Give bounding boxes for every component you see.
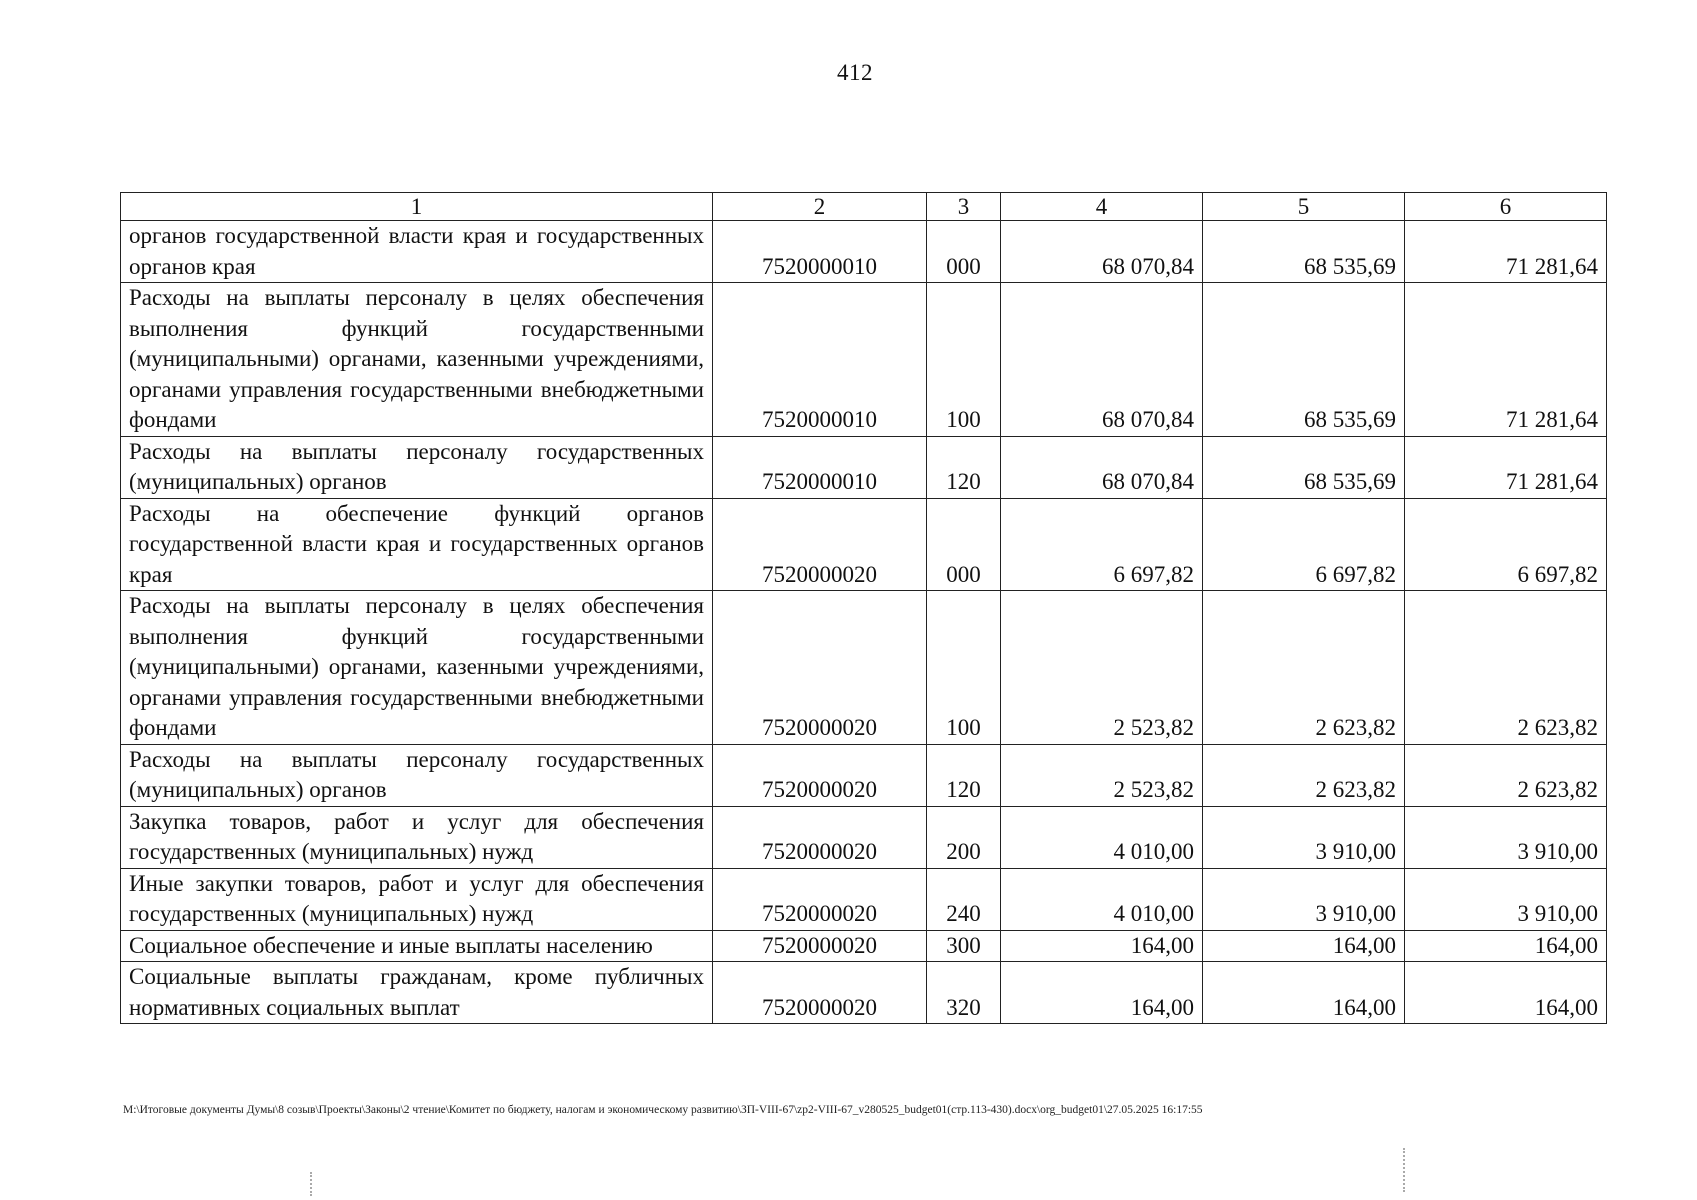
expense-type-cell: 000 — [927, 498, 1001, 591]
table-row — [121, 868, 1607, 930]
amount-cell-col4: 4 010,00 — [1001, 806, 1203, 868]
header-cell-5: 5 — [1203, 193, 1405, 221]
table-header-row — [121, 193, 1607, 221]
header-cell-6: 6 — [1405, 193, 1607, 221]
target-article-code-cell: 7520000010 — [713, 221, 927, 283]
expense-type-cell: 100 — [927, 283, 1001, 437]
amount-cell-col6: 2 623,82 — [1405, 591, 1607, 745]
description-cell: Расходы на выплаты персоналу государственных (муниципальных) органов — [121, 436, 713, 498]
expense-type-cell: 120 — [927, 436, 1001, 498]
description-cell: Расходы на обеспечение функций органов государственной власти края и государственных органов края — [121, 498, 713, 591]
budget-table — [120, 192, 1607, 1024]
amount-cell-col5: 68 535,69 — [1203, 436, 1405, 498]
amount-cell-col4: 68 070,84 — [1001, 436, 1203, 498]
table-body — [121, 193, 1607, 1024]
target-article-code-cell: 7520000010 — [713, 436, 927, 498]
description-cell: органов государственной власти края и государственных органов края — [121, 221, 713, 283]
table-row — [121, 591, 1607, 745]
header-cell-2: 2 — [713, 193, 927, 221]
amount-cell-col4: 164,00 — [1001, 930, 1203, 962]
amount-cell-col4: 68 070,84 — [1001, 283, 1203, 437]
expense-type-cell: 100 — [927, 591, 1001, 745]
amount-cell-col6: 3 910,00 — [1405, 868, 1607, 930]
amount-cell-col6: 164,00 — [1405, 962, 1607, 1024]
description-cell: Расходы на выплаты персоналу в целях обеспечения выполнения функций государственными (муниципальными) органами, казенными учреждениями, органами управления государственными внебюджетными фондами — [121, 283, 713, 437]
amount-cell-col6: 6 697,82 — [1405, 498, 1607, 591]
amount-cell-col6: 3 910,00 — [1405, 806, 1607, 868]
amount-cell-col4: 68 070,84 — [1001, 221, 1203, 283]
table-row — [121, 498, 1607, 591]
table-row — [121, 962, 1607, 1024]
amount-cell-col5: 6 697,82 — [1203, 498, 1405, 591]
expense-type-cell: 240 — [927, 868, 1001, 930]
expense-type-cell: 300 — [927, 930, 1001, 962]
description-cell: Закупка товаров, работ и услуг для обеспечения государственных (муниципальных) нужд — [121, 806, 713, 868]
amount-cell-col4: 2 523,82 — [1001, 591, 1203, 745]
page-number: 412 — [837, 60, 873, 85]
amount-cell-col5: 2 623,82 — [1203, 591, 1405, 745]
amount-cell-col4: 164,00 — [1001, 962, 1203, 1024]
amount-cell-col4: 6 697,82 — [1001, 498, 1203, 591]
target-article-code-cell: 7520000020 — [713, 806, 927, 868]
amount-cell-col5: 68 535,69 — [1203, 221, 1405, 283]
amount-cell-col5: 2 623,82 — [1203, 744, 1405, 806]
target-article-code-cell: 7520000020 — [713, 930, 927, 962]
amount-cell-col6: 71 281,64 — [1405, 283, 1607, 437]
target-article-code-cell: 7520000010 — [713, 283, 927, 437]
expense-type-cell: 320 — [927, 962, 1001, 1024]
footer-file-path: M:\Итоговые документы Думы\8 созыв\Проекты\Законы\2 чтение\Комитет по бюджету, налогам и экономическому развитию\ЗП-VIII-67\zp2-VIII-67_v280525_budget01(стр.113-430).docx\org_budget01\27.05.2025 16:17:55 — [123, 1104, 1203, 1116]
table-row — [121, 221, 1607, 283]
table-row — [121, 283, 1607, 437]
table-row — [121, 744, 1607, 806]
amount-cell-col5: 3 910,00 — [1203, 868, 1405, 930]
amount-cell-col6: 2 623,82 — [1405, 744, 1607, 806]
amount-cell-col5: 68 535,69 — [1203, 283, 1405, 437]
description-cell: Расходы на выплаты персоналу государственных (муниципальных) органов — [121, 744, 713, 806]
amount-cell-col6: 71 281,64 — [1405, 221, 1607, 283]
expense-type-cell: 120 — [927, 744, 1001, 806]
table-row — [121, 930, 1607, 962]
description-cell: Расходы на выплаты персоналу в целях обеспечения выполнения функций государственными (муниципальными) органами, казенными учреждениями, органами управления государственными внебюджетными фондами — [121, 591, 713, 745]
target-article-code-cell: 7520000020 — [713, 498, 927, 591]
amount-cell-col6: 71 281,64 — [1405, 436, 1607, 498]
amount-cell-col4: 2 523,82 — [1001, 744, 1203, 806]
header-cell-1: 1 — [121, 193, 713, 221]
target-article-code-cell: 7520000020 — [713, 591, 927, 745]
description-cell: Иные закупки товаров, работ и услуг для обеспечения государственных (муниципальных) нужд — [121, 868, 713, 930]
amount-cell-col5: 3 910,00 — [1203, 806, 1405, 868]
target-article-code-cell: 7520000020 — [713, 868, 927, 930]
target-article-code-cell: 7520000020 — [713, 962, 927, 1024]
amount-cell-col5: 164,00 — [1203, 962, 1405, 1024]
description-cell: Социальное обеспечение и иные выплаты населению — [121, 930, 713, 962]
description-cell: Социальные выплаты гражданам, кроме публичных нормативных социальных выплат — [121, 962, 713, 1024]
target-article-code-cell: 7520000020 — [713, 744, 927, 806]
scan-mark-right — [1403, 1148, 1407, 1192]
table-row — [121, 806, 1607, 868]
amount-cell-col4: 4 010,00 — [1001, 868, 1203, 930]
header-cell-4: 4 — [1001, 193, 1203, 221]
table-row — [121, 436, 1607, 498]
amount-cell-col5: 164,00 — [1203, 930, 1405, 962]
expense-type-cell: 200 — [927, 806, 1001, 868]
amount-cell-col6: 164,00 — [1405, 930, 1607, 962]
scan-mark-left — [310, 1172, 314, 1196]
expense-type-cell: 000 — [927, 221, 1001, 283]
header-cell-3: 3 — [927, 193, 1001, 221]
